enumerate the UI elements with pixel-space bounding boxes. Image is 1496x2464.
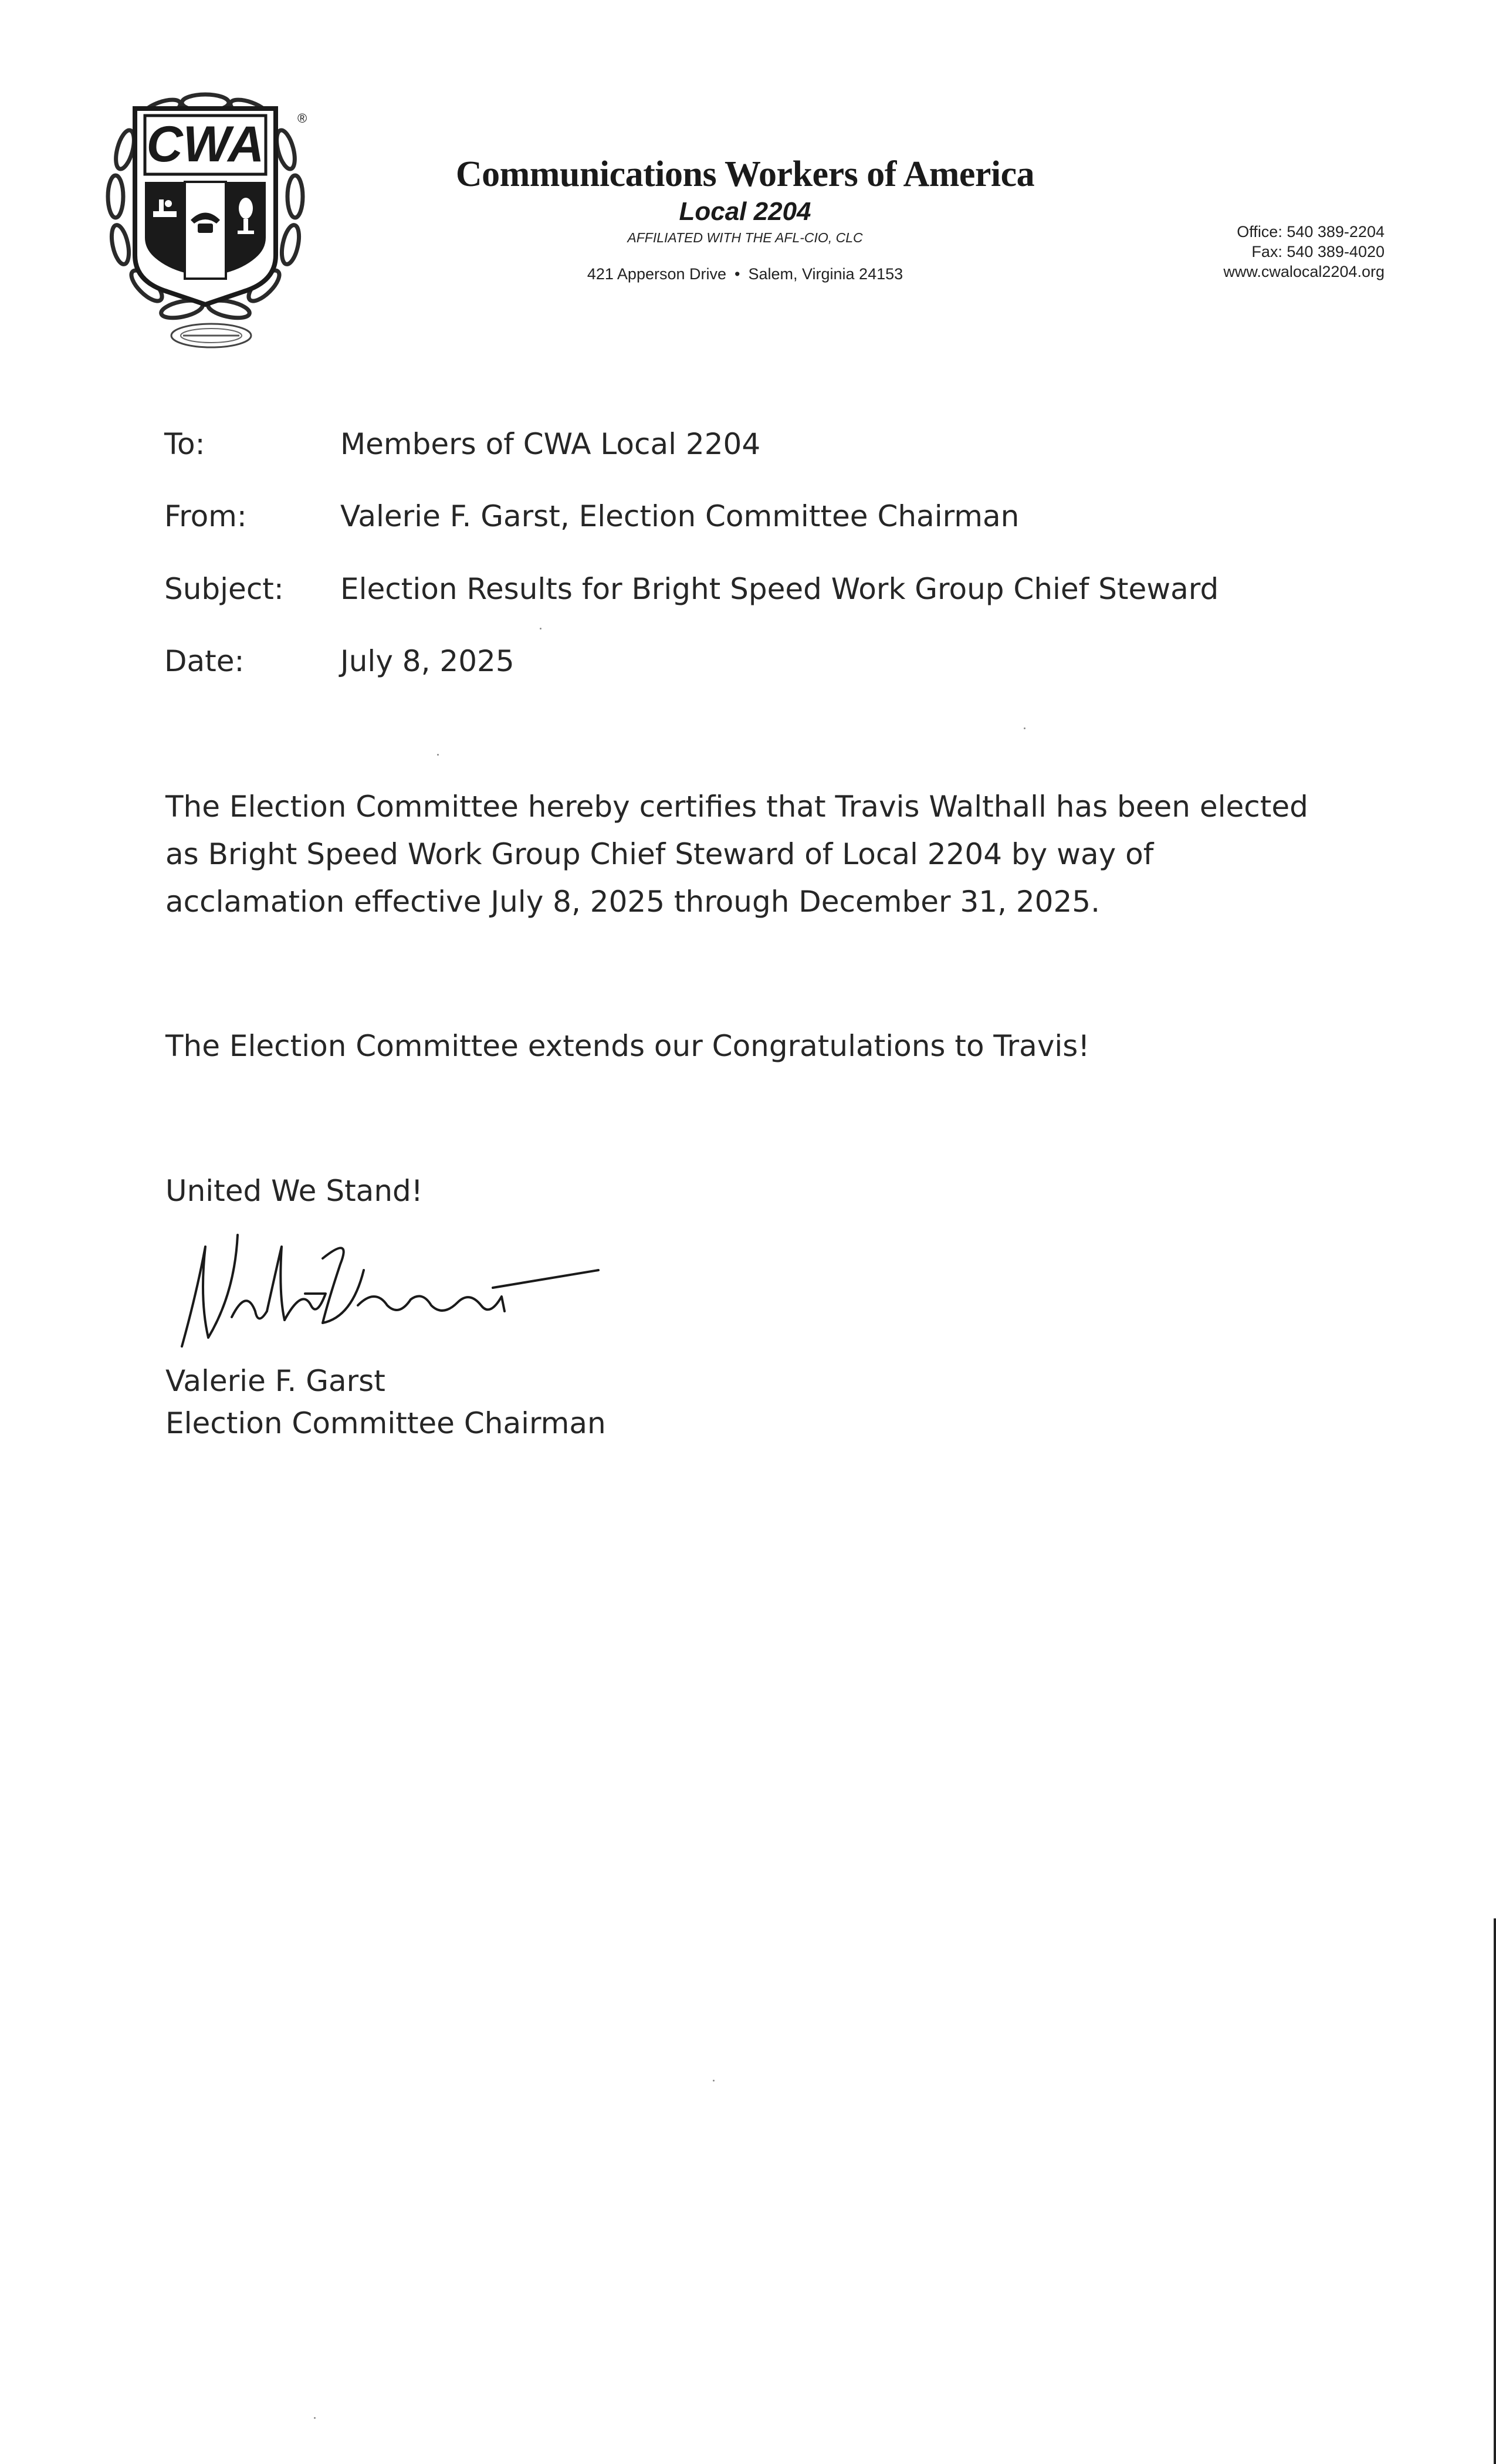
address-city: Salem, Virginia 24153 xyxy=(748,265,903,283)
memo-subject-label: Subject: xyxy=(164,572,284,606)
memo-from-value: Valerie F. Garst, Election Committee Chairman xyxy=(340,499,1020,533)
scan-speck xyxy=(713,2080,715,2081)
scan-speck xyxy=(540,628,541,629)
website-link: www.cwalocal2204.org xyxy=(1223,263,1385,280)
scan-speck xyxy=(314,2417,316,2419)
memo-subject-value: Election Results for Bright Speed Work Group Chief Steward xyxy=(340,572,1219,606)
address xyxy=(329,265,1162,283)
scan-speck xyxy=(1024,727,1025,729)
handwritten-signature xyxy=(164,1223,610,1352)
scan-edge-shadow xyxy=(1494,1918,1496,2464)
affiliation: AFFILIATED WITH THE AFL-CIO, CLC xyxy=(627,230,863,245)
memo-to-value: Members of CWA Local 2204 xyxy=(340,427,761,461)
memo-date-label: Date: xyxy=(164,644,245,678)
cwa-shield-icon xyxy=(103,79,320,349)
address-separator: • xyxy=(735,265,740,283)
local-number: Local 2204 xyxy=(679,197,811,226)
address-street: 421 Apperson Drive xyxy=(587,265,727,283)
closing-line: United We Stand! xyxy=(165,1174,423,1208)
signer-name: Valerie F. Garst xyxy=(165,1364,385,1398)
office-phone: Office: 540 389-2204 xyxy=(1237,223,1385,241)
signer-title: Election Committee Chairman xyxy=(165,1406,606,1440)
certification-paragraph: The Election Committee hereby certifies that Travis Walthall has been elected as Bright Speed Work Group Chief Steward of Local 2204 by way of acclamation effective July 8, 2025 through December 31, 2025. xyxy=(165,790,1308,919)
scan-speck xyxy=(437,754,439,756)
svg-text:CWA: CWA xyxy=(146,116,265,172)
cwa-logo xyxy=(103,79,320,349)
registered-mark: ® xyxy=(297,111,307,126)
memo-to-label: To: xyxy=(164,427,205,461)
organization-name: Communications Workers of America xyxy=(455,154,1035,194)
memo-from-label: From: xyxy=(164,499,247,533)
congratulations-paragraph: The Election Committee extends our Congratulations to Travis! xyxy=(165,1029,1090,1063)
union-label-seal xyxy=(169,321,254,350)
fax-number: Fax: 540 389-4020 xyxy=(1251,243,1385,260)
memo-date-value: July 8, 2025 xyxy=(340,644,515,678)
